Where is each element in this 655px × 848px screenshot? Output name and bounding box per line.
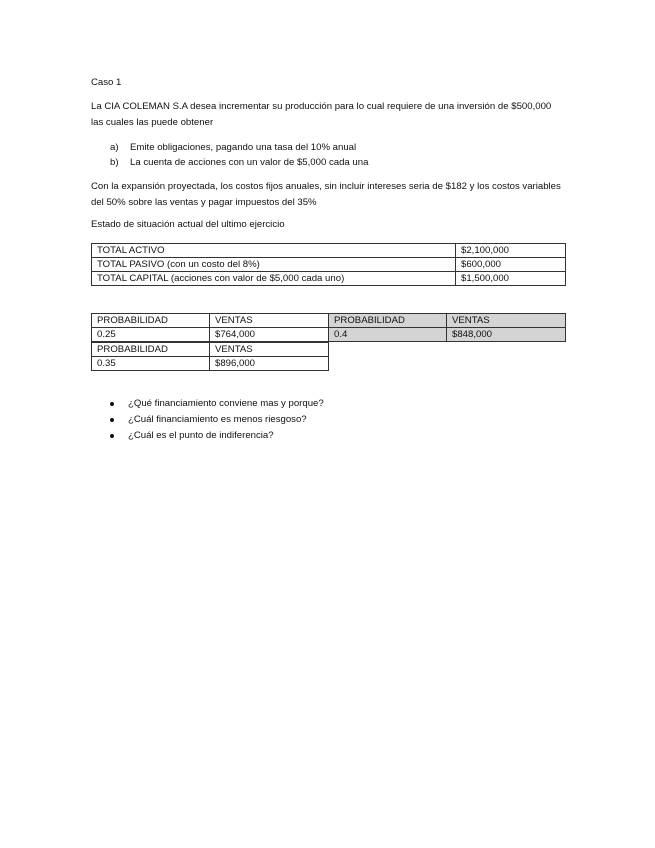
intro-paragraph: La CIA COLEMAN S.A desea incrementar su producción para lo cual requiere de una inversión de $500,000 las cuales las puede obtener — [91, 101, 552, 128]
sales-value: $848,000 — [447, 328, 566, 342]
balance-value: $2,100,000 — [456, 244, 566, 258]
list-item — [110, 428, 324, 444]
balance-value: $600,000 — [456, 258, 566, 272]
question-text: ¿Cuál financiamiento es menos riesgoso? — [128, 414, 307, 425]
option-item — [110, 140, 368, 155]
balance-label: TOTAL PASIVO (con un costo del 8%) — [92, 258, 456, 272]
case-title: Caso 1 — [91, 77, 122, 88]
header-probabilidad: PROBABILIDAD — [92, 314, 210, 328]
probability-table-1 — [91, 313, 329, 342]
probability-table-2 — [328, 313, 566, 342]
balance-value: $1,500,000 — [456, 272, 566, 286]
header-ventas: VENTAS — [210, 314, 329, 328]
probability-value: 0.35 — [92, 357, 210, 371]
table-row — [92, 343, 329, 357]
sales-value: $764,000 — [210, 328, 329, 342]
probability-value: 0.4 — [329, 328, 447, 342]
questions-list — [110, 396, 324, 444]
bullet-icon — [110, 434, 114, 438]
option-marker: a) — [110, 142, 119, 153]
probability-value: 0.25 — [92, 328, 210, 342]
header-ventas: VENTAS — [210, 343, 329, 357]
estado-title: Estado de situación actual del ultimo ejercicio — [91, 219, 285, 230]
table-row — [92, 328, 329, 342]
table-row — [329, 328, 566, 342]
option-item — [110, 155, 368, 170]
table-row — [92, 258, 566, 272]
expansion-paragraph: Con la expansión proyectada, los costos fijos anuales, sin incluir intereses seria de $182 y los costos variables del 50% sobre las ventas y pagar impuestos del 35% — [91, 181, 561, 208]
header-ventas: VENTAS — [447, 314, 566, 328]
balance-label: TOTAL ACTIVO — [92, 244, 456, 258]
balance-label: TOTAL CAPITAL (acciones con valor de $5,000 cada uno) — [92, 272, 456, 286]
probability-table-3 — [91, 342, 329, 371]
balance-table — [91, 243, 566, 286]
table-row — [92, 244, 566, 258]
financing-options-list — [110, 140, 368, 170]
option-text: La cuenta de acciones con un valor de $5,000 cada una — [130, 157, 369, 168]
bullet-icon — [110, 402, 114, 406]
table-row — [92, 272, 566, 286]
question-text: ¿Qué financiamiento conviene mas y porque? — [128, 398, 324, 409]
header-probabilidad: PROBABILIDAD — [92, 343, 210, 357]
question-text: ¿Cuál es el punto de indiferencia? — [128, 430, 274, 441]
header-probabilidad: PROBABILIDAD — [329, 314, 447, 328]
sales-value: $896,000 — [210, 357, 329, 371]
bullet-icon — [110, 418, 114, 422]
list-item — [110, 412, 324, 428]
option-text: Emite obligaciones, pagando una tasa del 10% anual — [130, 142, 357, 153]
table-row — [92, 314, 329, 328]
option-marker: b) — [110, 157, 119, 168]
table-row — [329, 314, 566, 328]
table-row — [92, 357, 329, 371]
list-item — [110, 396, 324, 412]
